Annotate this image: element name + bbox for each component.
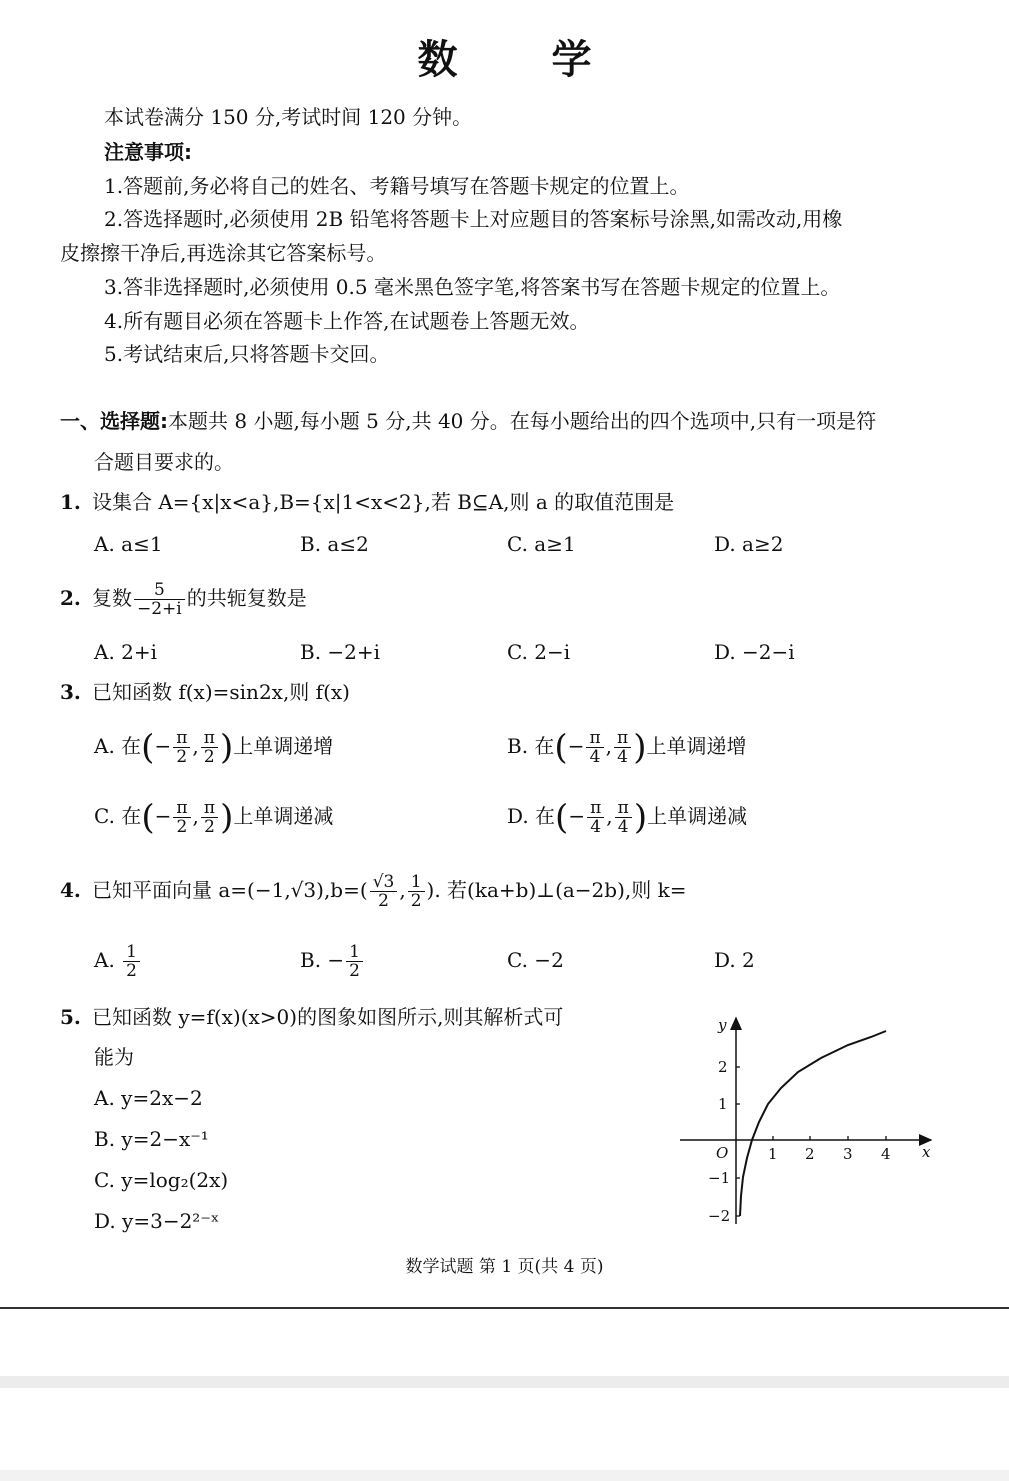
notice-item-2-cont: 皮擦擦干净后,再选涂其它答案标号。 bbox=[60, 241, 387, 265]
q4-option-d: D. 2 bbox=[714, 948, 755, 972]
frac-den: 2 bbox=[349, 961, 360, 981]
q4-option-a bbox=[94, 936, 142, 984]
intro-text: 本试卷满分 150 分,考试时间 120 分钟。 bbox=[104, 105, 473, 129]
q1-option-a: A. a≤1 bbox=[94, 532, 163, 556]
question-3-stem: 已知函数 f(x)=sin2x,则 f(x) bbox=[92, 680, 350, 704]
q2-fraction bbox=[134, 581, 185, 618]
minus-sign: − bbox=[568, 804, 586, 828]
x-tick-label: 2 bbox=[805, 1145, 815, 1163]
question-1-stem: 设集合 A={x|x<a},B={x|1<x<2},若 B⊆A,则 a 的取值范围是 bbox=[92, 490, 675, 514]
question-number: 5. bbox=[60, 1005, 81, 1029]
frac-num: π bbox=[615, 799, 632, 818]
fraction bbox=[123, 943, 140, 980]
y-axis-label: y bbox=[718, 1016, 727, 1034]
fraction bbox=[615, 799, 632, 836]
comma: , bbox=[605, 734, 612, 758]
page-divider bbox=[0, 1307, 1009, 1309]
q3-option-d: D. 在(− $\frac{\pi}{4}$ , $\frac{\pi}{4}$ )上单调递减 bbox=[507, 797, 748, 838]
frac-num: √3 bbox=[370, 873, 398, 892]
fraction bbox=[201, 799, 218, 836]
q1-option-d: D. a≥2 bbox=[714, 532, 784, 556]
fraction bbox=[370, 873, 398, 910]
question-4: 4. 已知平面向量 a=(−1,√3),b=( $\frac{√3}{2}$ , $\frac{1}{2}$ ). 若(ka+b)⊥(a−2b),则 k= bbox=[60, 866, 686, 914]
page-title: 数 学 bbox=[417, 37, 632, 83]
q2-frac-num: 5 bbox=[134, 581, 185, 600]
option-text: 上单调递减 bbox=[647, 804, 748, 828]
notice-item-1: 1.答题前,务必将自己的姓名、考籍号填写在答题卡规定的位置上。 bbox=[104, 174, 690, 198]
q4-option-b bbox=[300, 936, 365, 984]
question-number: 2. bbox=[60, 586, 81, 610]
q2-stem-pre: 复数 bbox=[92, 586, 132, 610]
q2-option-c: C. 2−i bbox=[507, 640, 571, 664]
x-tick-label: 4 bbox=[881, 1145, 891, 1163]
notice-item-4: 4.所有题目必须在答题卡上作答,在试题卷上答题无效。 bbox=[104, 309, 590, 333]
minus-sign: − bbox=[154, 804, 172, 828]
q5-option-d: D. y=3−2²⁻ˣ bbox=[94, 1209, 220, 1233]
question-5 bbox=[60, 1003, 563, 1031]
q2-frac-den: −2+i bbox=[137, 599, 182, 619]
notice-item-5: 5.考试结束后,只将答题卡交回。 bbox=[104, 342, 390, 366]
q1-option-c: C. a≥1 bbox=[507, 532, 576, 556]
frac-den: 4 bbox=[617, 747, 628, 767]
q4-stem-a: 已知平面向量 a=(−1,√3),b=( bbox=[92, 878, 368, 902]
comma: , bbox=[606, 804, 613, 828]
q4-option-c: C. −2 bbox=[507, 948, 564, 972]
option-prefix: B. 在 bbox=[507, 734, 555, 758]
frac-den: 2 bbox=[204, 817, 215, 837]
frac-num: π bbox=[586, 729, 603, 748]
page-gap-bottom bbox=[0, 1470, 1009, 1481]
question-3 bbox=[60, 678, 350, 706]
option-text: 上单调递减 bbox=[233, 804, 334, 828]
frac-den: 2 bbox=[176, 747, 188, 767]
notice-heading: 注意事项: bbox=[104, 140, 192, 164]
minus-sign: − bbox=[154, 734, 172, 758]
fraction bbox=[346, 943, 363, 980]
function-curve bbox=[740, 1031, 886, 1216]
option-prefix: C. 在 bbox=[94, 804, 142, 828]
page-gap bbox=[0, 1376, 1009, 1388]
x-tick-label: 3 bbox=[843, 1145, 853, 1163]
origin-label: O bbox=[716, 1144, 729, 1162]
q2-option-b: B. −2+i bbox=[300, 640, 381, 664]
frac-den: 4 bbox=[589, 747, 601, 767]
section-1-text-cont: 合题目要求的。 bbox=[94, 450, 234, 474]
y-tick-label: 1 bbox=[718, 1095, 728, 1113]
y-tick-label: −1 bbox=[708, 1169, 731, 1187]
frac-den: 2 bbox=[126, 961, 137, 981]
option-prefix: A. bbox=[94, 948, 115, 972]
frac-den: 4 bbox=[590, 817, 602, 837]
minus-sign: − bbox=[567, 734, 585, 758]
fraction bbox=[408, 873, 425, 910]
question-number: 4. bbox=[60, 878, 81, 902]
y-tick-label: −2 bbox=[708, 1207, 731, 1225]
y-tick-label: 2 bbox=[718, 1058, 728, 1076]
q2-option-a: A. 2+i bbox=[94, 640, 158, 664]
frac-num: 1 bbox=[123, 943, 140, 962]
section-1-label: 一、选择题: bbox=[60, 409, 168, 433]
q4-stem-b: ). 若(ka+b)⊥(a−2b),则 k= bbox=[426, 878, 687, 902]
fraction bbox=[614, 729, 631, 766]
q5-option-c: C. y=log₂(2x) bbox=[94, 1168, 229, 1192]
question-5-stem: 已知函数 y=f(x)(x>0)的图象如图所示,则其解析式可 bbox=[92, 1005, 564, 1029]
option-prefix: B. − bbox=[300, 948, 345, 972]
section-1-text: 本题共 8 小题,每小题 5 分,共 40 分。在每小题给出的四个选项中,只有一项是符 bbox=[168, 409, 877, 433]
frac-num: π bbox=[201, 799, 218, 818]
function-graph bbox=[676, 1012, 941, 1232]
fraction bbox=[587, 799, 604, 836]
notice-item-2: 2.答选择题时,必须使用 2B 铅笔将答题卡上对应题目的答案标号涂黑,如需改动,用橡 bbox=[104, 207, 843, 231]
option-prefix: A. 在 bbox=[94, 734, 142, 758]
question-1 bbox=[60, 488, 674, 516]
frac-num: 1 bbox=[346, 943, 363, 962]
question-number: 1. bbox=[60, 490, 81, 514]
frac-num: π bbox=[173, 729, 190, 748]
question-5-stem-cont: 能为 bbox=[94, 1045, 134, 1069]
frac-num: π bbox=[173, 799, 190, 818]
question-2 bbox=[60, 578, 307, 618]
frac-den: 4 bbox=[617, 817, 629, 837]
q1-option-b: B. a≤2 bbox=[300, 532, 369, 556]
q3-option-c: C. 在(− $\frac{\pi}{2}$ , $\frac{\pi}{2}$ )上单调递减 bbox=[94, 797, 334, 838]
q3-option-a: A. 在(− $\frac{\pi}{2}$ , $\frac{\pi}{2}$ )上单调递增 bbox=[94, 727, 334, 768]
frac-num: π bbox=[614, 729, 631, 748]
question-number: 3. bbox=[60, 680, 81, 704]
section-1-heading bbox=[60, 407, 876, 435]
frac-num: π bbox=[201, 729, 218, 748]
fraction bbox=[173, 799, 190, 836]
q2-option-d: D. −2−i bbox=[714, 640, 795, 664]
comma: , bbox=[192, 804, 199, 828]
x-axis-label: x bbox=[922, 1143, 931, 1161]
page-footer: 数学试题 第 1 页(共 4 页) bbox=[405, 1257, 604, 1277]
option-prefix: D. 在 bbox=[507, 804, 556, 828]
frac-num: 1 bbox=[408, 873, 425, 892]
option-text: 上单调递增 bbox=[646, 734, 747, 758]
fraction bbox=[201, 729, 218, 766]
q3-option-b: B. 在(− $\frac{\pi}{4}$ , $\frac{\pi}{4}$ )上单调递增 bbox=[507, 727, 747, 768]
q5-option-a: A. y=2x−2 bbox=[94, 1086, 203, 1110]
frac-den: 2 bbox=[203, 747, 215, 767]
comma: , bbox=[192, 734, 199, 758]
frac-den: 2 bbox=[378, 891, 389, 911]
notice-item-3: 3.答非选择题时,必须使用 0.5 毫米黑色签字笔,将答案书写在答题卡规定的位置上。 bbox=[104, 275, 841, 299]
frac-num: π bbox=[587, 799, 604, 818]
q5-option-b: B. y=2−x⁻¹ bbox=[94, 1127, 209, 1151]
x-tick-label: 1 bbox=[768, 1145, 778, 1163]
frac-den: 2 bbox=[176, 817, 188, 837]
option-text: 上单调递增 bbox=[233, 734, 334, 758]
q2-stem-post: 的共轭复数是 bbox=[186, 586, 307, 610]
fraction bbox=[586, 729, 603, 766]
fraction bbox=[173, 729, 190, 766]
frac-den: 2 bbox=[410, 891, 422, 911]
